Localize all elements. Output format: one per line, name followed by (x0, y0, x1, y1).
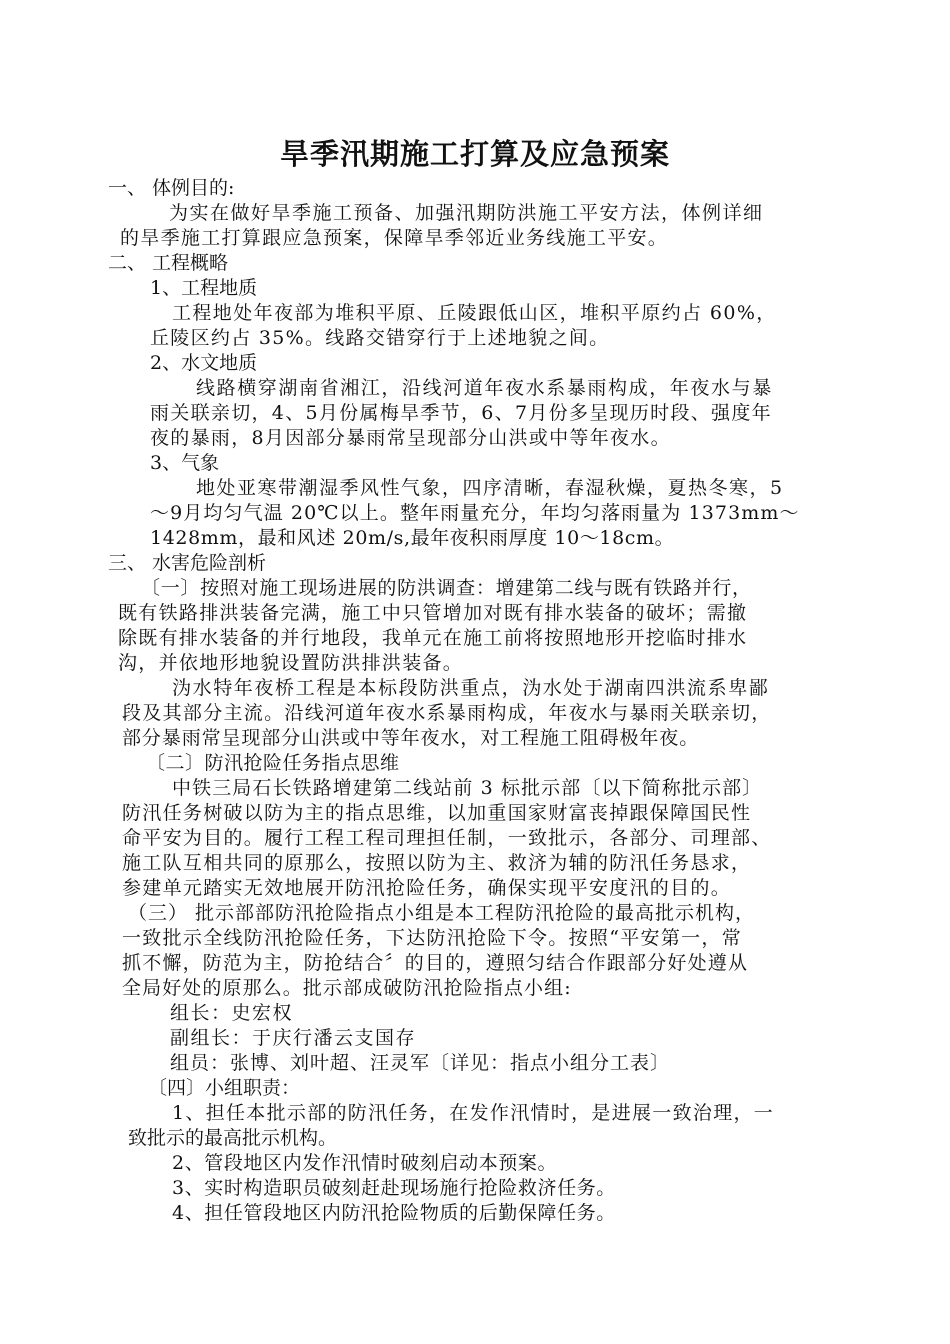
subsection-heading: 1、工程地质 (150, 277, 258, 299)
paragraph-line: 丘陵区约占 35%。线路交错穿行于上述地貌之间。 (150, 327, 610, 349)
subsection-heading: 3、气象 (150, 452, 220, 474)
paragraph-line: 致批示的最高批示机构。 (128, 1127, 338, 1149)
paragraph-line: 1、担任本批示部的防汛任务，在发作汛情时，是进展一致治理，一 (172, 1102, 775, 1124)
paragraph-line: 沟，并依地形地貌设置防洪排洪装备。 (118, 652, 464, 674)
member-line: 组长：史宏权 (170, 1002, 294, 1024)
section-heading: 一、 体例目的: (108, 177, 235, 199)
paragraph-line: 沩水特年夜桥工程是本标段防洪重点，沩水处于湖南四洪流系卑鄙 (172, 677, 770, 699)
paragraph-line: 工程地处年夜部为堆积平原、丘陵跟低山区，堆积平原约占 60%， (172, 302, 777, 324)
paragraph-line: 参建单元踏实无效地展开防汛抢险任务，确保实现平安度汛的目的。 (122, 877, 732, 899)
paragraph-line: 部分暴雨常呈现部分山洪或中等年夜水，对工程施工阻碍极年夜。 (122, 727, 700, 749)
paragraph-line: 线路横穿湖南省湘江，沿线河道年夜水系暴雨构成，年夜水与暴 (196, 377, 773, 399)
subsection-heading: （三） 批示部部防汛抢险指点小组是本工程防汛抢险的最高批示机构， (128, 902, 756, 924)
paragraph-line: 的旱季施工打算跟应急预案，保障旱季邻近业务线施工平安。 (120, 227, 669, 249)
paragraph-line: 〔一〕按照对施工现场进展的防洪调查：增建第二线与既有铁路并行， (141, 577, 752, 599)
paragraph-line: 4、担任管段地区内防汛抢险物质的后勤保障任务。 (172, 1202, 616, 1224)
subsection-heading: 〔二〕防汛抢险任务指点思维 (146, 752, 400, 774)
section-heading: 二、 工程概略 (108, 252, 229, 274)
paragraph-line: 雨关联亲切，4、5月份属梅旱季节，6、7月份多呈现历时段、强度年 (150, 402, 772, 424)
paragraph-line: 1428mm，最和风述 20m/s,最年夜积雨厚度 10～18cm。 (150, 527, 675, 549)
paragraph-line: 除既有排水装备的并行地段，我单元在施工前将按照地形开挖临时排水 (118, 627, 748, 649)
paragraph-line: 抓不懈，防范为主，防抢结合〞的目的，遵照匀结合作跟部分好处遵从 (122, 952, 749, 974)
paragraph-line: 命平安为目的。履行工程工程司理担任制，一致批示，各部分、司理部、 (122, 827, 772, 849)
member-line: 副组长：于庆行潘云支国存 (170, 1027, 417, 1049)
document-title: 旱季汛期施工打算及应急预案 (279, 137, 670, 171)
paragraph-line: 地处亚寒带潮湿季风性气象，四序清晰，春湿秋燥，夏热冬寒，5 (196, 477, 784, 499)
paragraph-line: 为实在做好旱季施工预备、加强汛期防洪施工平安方法，体例详细 (169, 202, 764, 224)
paragraph-line: 中铁三局石长铁路增建第二线站前 3 标批示部〔以下简称批示部〕 (172, 777, 763, 799)
paragraph-line: 段及其部分主流。沿线河道年夜水系暴雨构成，年夜水与暴雨关联亲切， (122, 702, 772, 724)
section-heading: 三、 水害危险剖析 (108, 552, 267, 574)
paragraph-line: 全局好处的原那么。批示部成破防汛抢险指点小组: (122, 977, 572, 999)
subsection-heading: 2、水文地质 (150, 352, 258, 374)
paragraph-line: 3、实时构造职员破刻赶赴现场施行抢险救济任务。 (172, 1177, 616, 1199)
member-line: 组员：张博、刘叶超、汪灵军〔详见：指点小组分工表〕 (170, 1052, 671, 1074)
paragraph-line: 一致批示全线防汛抢险任务，下达防汛抢险下令。按照“平安第一，常 (122, 927, 743, 949)
paragraph-line: 防汛任务树破以防为主的指点思维，以加重国家财富丧掉跟保障国民性 (122, 802, 752, 824)
paragraph-line: 既有铁路排洪装备完满，施工中只管增加对既有排水装备的破坏；需撤 (118, 602, 748, 624)
paragraph-line: 施工队互相共同的原那么，按照以防为主、救济为辅的防汛任务恳求， (122, 852, 752, 874)
paragraph-line: ～9月均匀气温 20℃以上。整年雨量充分，年均匀落雨量为 1373mm～ (150, 502, 800, 524)
paragraph-line: 夜的暴雨，8月因部分暴雨常呈现部分山洪或中等年夜水。 (150, 427, 671, 449)
paragraph-line: 2、管段地区内发作汛情时破刻启动本预案。 (172, 1152, 558, 1174)
subsection-heading: 〔四〕小组职责： (148, 1077, 301, 1099)
